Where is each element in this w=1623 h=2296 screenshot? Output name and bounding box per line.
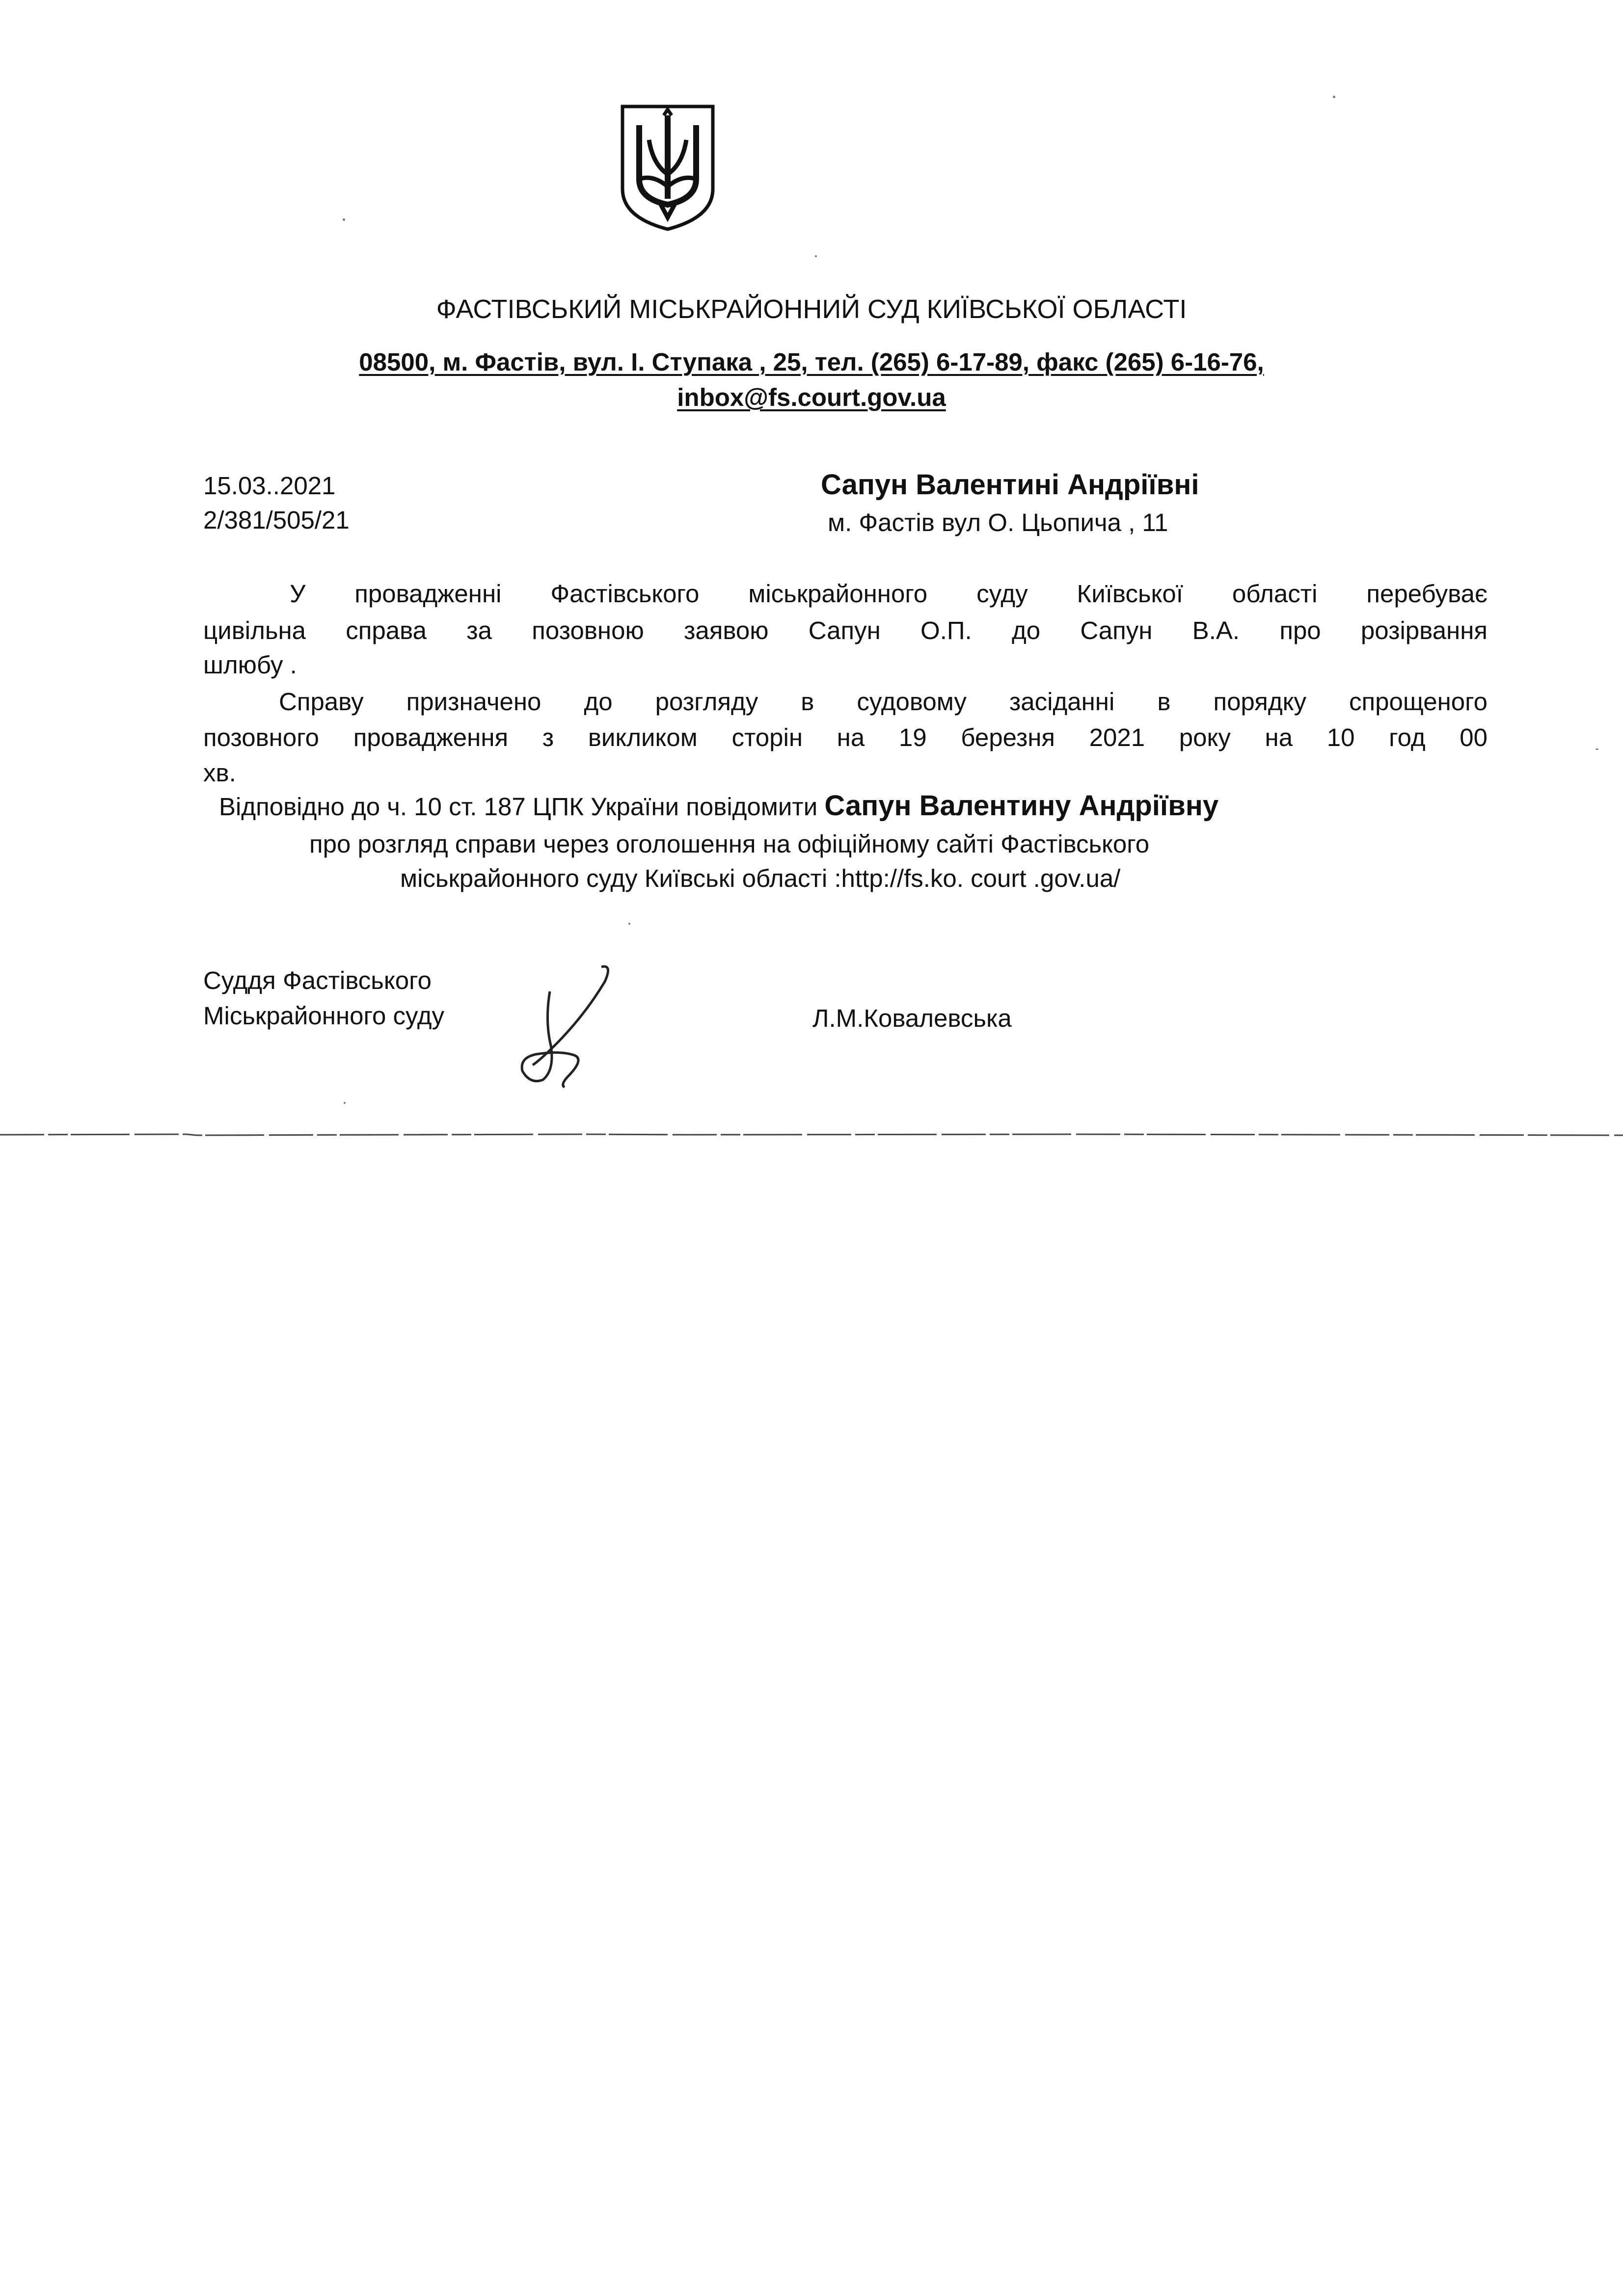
document-date: 15.03..2021: [203, 472, 336, 500]
scan-speck: [628, 923, 630, 925]
court-email: inbox@fs.court.gov.ua: [677, 383, 946, 411]
scan-speck: [1596, 748, 1598, 750]
body-p3-line1: [219, 791, 1218, 822]
body-p1-line1: У провадженні Фастівського міськрайонного суду Київської області перебуває: [290, 580, 1488, 608]
scan-speck: [344, 1102, 346, 1104]
body-p3-name: Сапун Валентину Андріївну: [824, 790, 1219, 822]
scan-edge-line: [0, 1131, 1623, 1138]
reference-number: 2/381/505/21: [203, 506, 350, 534]
body-p3-line2: про розгляд справи через оголошення на офіційному сайті Фастівського: [309, 830, 1150, 858]
body-p2-line2: позовного провадження з викликом сторін на 19 березня 2021 року на 10 год 00: [203, 723, 1488, 751]
court-address: 08500, м. Фастів, вул. І. Ступака , 25, тел. (265) 6-17-89, факс (265) 6-16-76,: [359, 348, 1264, 376]
scan-speck: [815, 255, 817, 257]
body-p3-prefix: Відповідно до ч. 10 ст. 187 ЦПК України повідомити: [219, 793, 818, 821]
scan-speck: [1333, 96, 1335, 98]
scan-speck: [343, 218, 345, 221]
handwritten-signature: [496, 962, 623, 1090]
trident-emblem-icon: [619, 101, 717, 233]
recipient-name: Сапун Валентині Андріївні: [821, 469, 1199, 501]
body-p2-line1: Справу призначено до розгляду в судовому засіданні в порядку спрощеного: [279, 688, 1488, 716]
body-p1-line2: цивільна справа за позовною заявою Сапун О.П. до Сапун В.А. про розірвання: [203, 616, 1488, 644]
recipient-address: м. Фастів вул О. Цьопича , 11: [828, 508, 1168, 536]
judge-name: Л.М.Ковалевська: [812, 1004, 1012, 1032]
judge-title-line2: Міськрайонного суду: [203, 1002, 445, 1030]
body-p1-line3: шлюбу .: [203, 651, 297, 679]
body-p2-line3: хв.: [203, 759, 236, 787]
body-p3-line3: міськрайонного суду Київські області :http://fs.ko. court .gov.ua/: [400, 864, 1121, 892]
court-name: ФАСТІВСЬКИЙ МІСЬКРАЙОННИЙ СУД КИЇВСЬКОЇ ОБЛАСТІ: [436, 294, 1187, 324]
judge-title-line1: Суддя Фастівського: [203, 966, 432, 994]
